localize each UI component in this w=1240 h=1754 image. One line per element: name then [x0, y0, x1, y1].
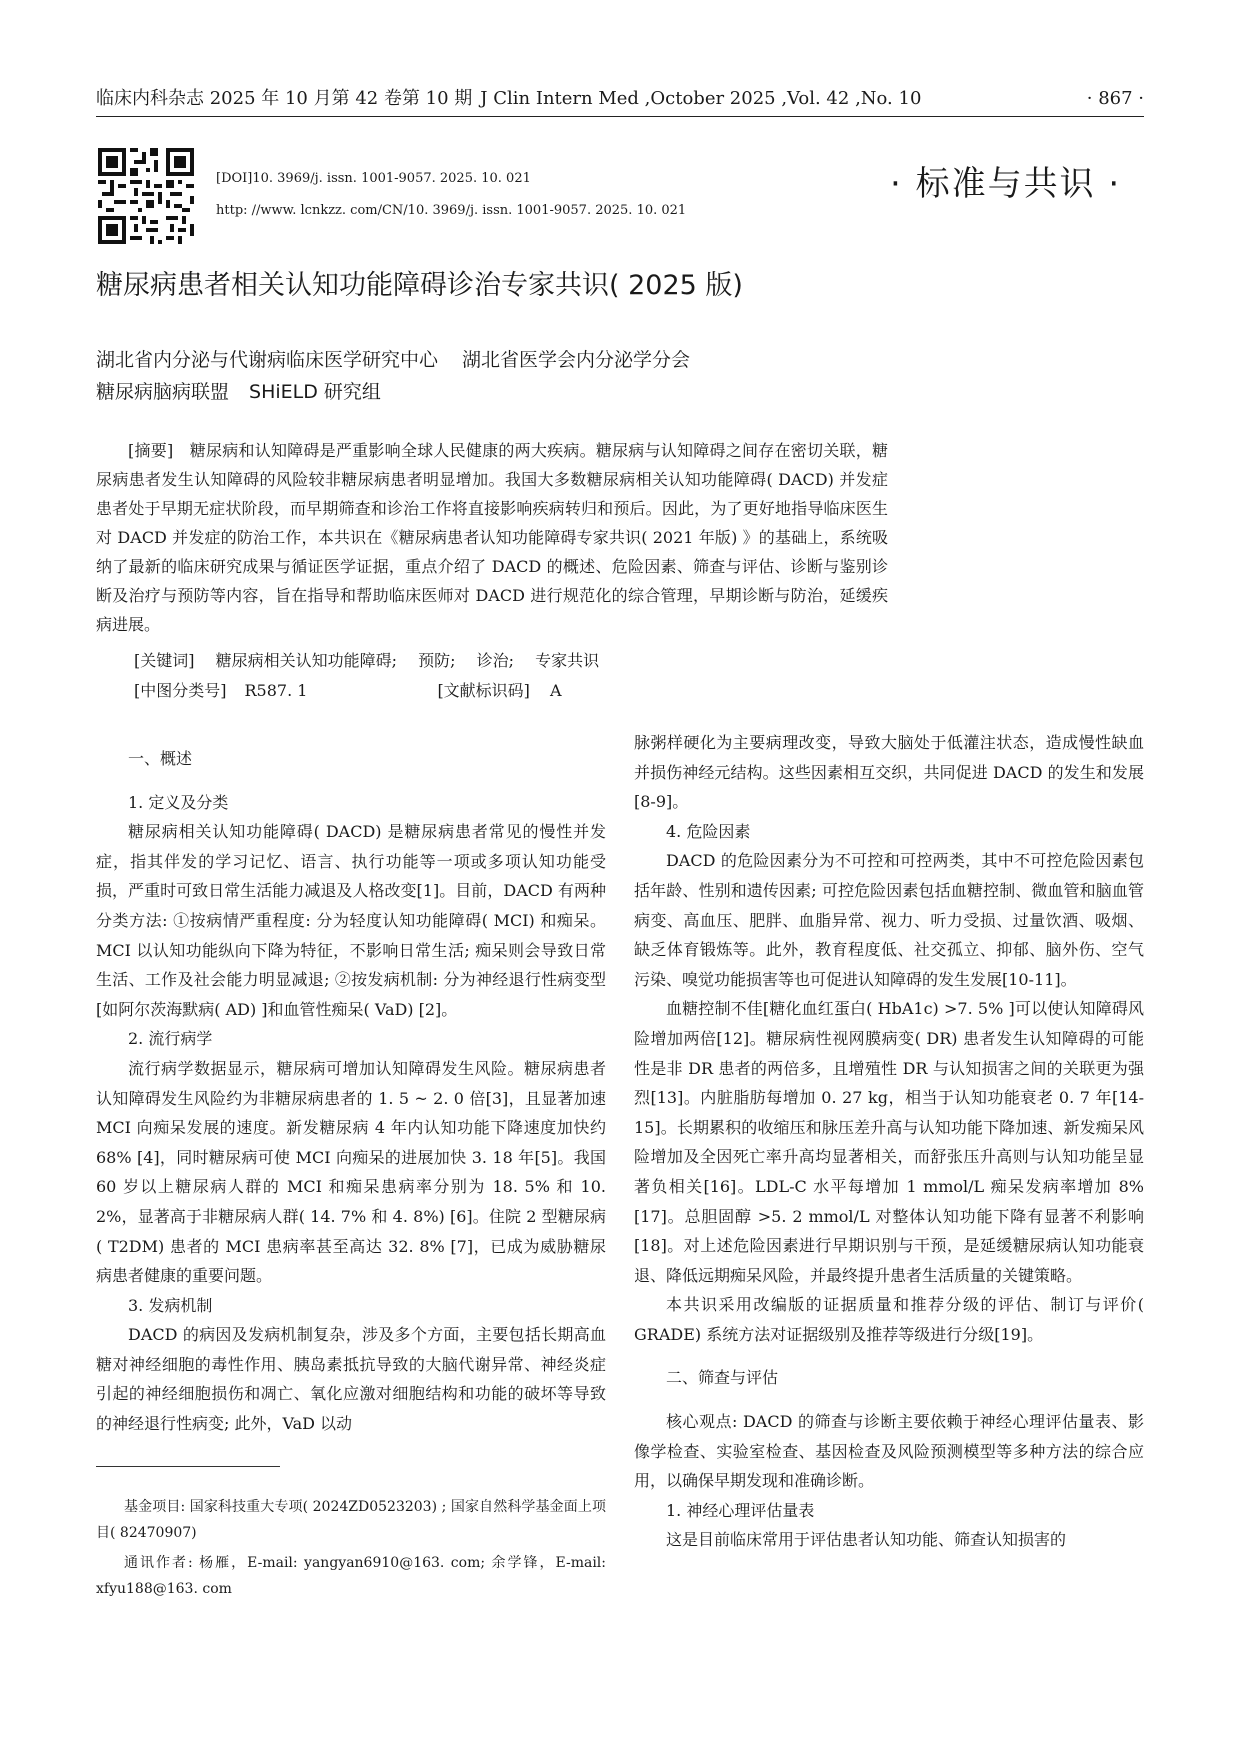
keyword: 专家共识: [535, 651, 600, 670]
section-heading: 一、概述: [128, 749, 193, 768]
article-url[interactable]: http: //www. lcnkzz. com/CN/10. 3969/j. issn. 1001-9057. 2025. 10. 021: [216, 203, 687, 218]
footnotes: [96, 1494, 606, 1606]
subsection-heading: 2. 流行病学: [128, 1029, 213, 1049]
paragraph: 这是目前临床常用于评估患者认知功能、筛查认知损害的: [666, 1530, 1067, 1550]
journal-name-cn: 临床内科杂志 2025 年 10 月第 42 卷第 10 期: [96, 88, 473, 109]
paragraph: 脉粥样硬化为主要病理改变，导致大脑处于低灌注状态，造成慢性缺血并损伤神经元结构。这些因素相互交织，共同促进 DACD 的发生和发展[8-9]。: [634, 733, 1144, 812]
qr-code-icon: [98, 148, 194, 244]
keyword: 预防;: [418, 651, 456, 670]
paragraph: 核心观点: DACD 的筛查与诊断主要依赖于神经心理评估量表、影像学检查、实验室检查、基因检查及风险预测模型等多种方法的综合应用，以确保早期发现和准确诊断。: [634, 1412, 1144, 1491]
author-affiliation: 湖北省医学会内分泌学分会: [462, 349, 691, 371]
subsection-heading: 4. 危险因素: [666, 821, 751, 841]
author-affiliation: 湖北省内分泌与代谢病临床医学研究中心: [96, 349, 439, 371]
paragraph: DACD 的危险因素分为不可控和可控两类，其中不可控危险因素包括年龄、性别和遗传因素; 可控危险因素包括血糖控制、微血管和脑血管病变、高血压、肥胖、血脂异常、视力、听力受损、过量饮酒、吸烟、缺乏体育锻炼等。此外，教育程度低、社交孤立、抑郁、脑外伤、空气污染、嗅觉功能损害等也可促进认知障碍的发生发展[10-11]。: [634, 851, 1144, 989]
author-affiliation: SHiELD 研究组: [249, 381, 381, 403]
footnote-divider: [96, 1466, 280, 1467]
journal-name-en: J Clin Intern Med ,October 2025 ,Vol. 42 ,No. 10: [480, 88, 922, 109]
keyword: 糖尿病相关认知功能障碍;: [215, 651, 397, 670]
doi[interactable]: [DOI]10. 3969/j. issn. 1001-9057. 2025. 10. 021: [216, 171, 531, 186]
subsection-heading: 1. 神经心理评估量表: [666, 1500, 815, 1520]
keywords-label: [关键词]: [134, 651, 195, 670]
abstract: [96, 436, 888, 639]
abstract-label: [摘要]: [128, 441, 174, 460]
paragraph: 血糖控制不佳[糖化血红蛋白( HbA1c) >7. 5% ]可以使认知障碍风险增加两倍[12]。糖尿病性视网膜病变( DR) 患者发生认知障碍的可能性是非 DR 患者的两倍多，且增殖性 DR 与认知损害之间的关联更为强烈[13]。内脏脂肪每增加 0. 27 kg，相当于认知功能衰老 0. 7 年[14-15]。长期累积的收缩压和脉压差升高与认知功能下降加速、新发痴呆风险增加及全因死亡率升高均显著相关，而舒张压升高则与认知功能呈显著负相关[16]。LDL-C 水平每增加 1 mmol/L 痴呆发病率增加 8% [17]。总胆固醇 >5. 2 mmol/L 对整体认知功能下降有显著不利影响[18]。对上述危险因素进行早期识别与干预，是延缓糖尿病认知功能衰退、降低远期痴呆风险，并最终提升患者生活质量的关键策略。: [634, 999, 1144, 1285]
subsection-heading: 3. 发病机制: [128, 1295, 213, 1315]
article-title: 糖尿病患者相关认知功能障碍诊治专家共识( 2025 版): [96, 270, 743, 301]
right-column: [634, 728, 1144, 1555]
funding-note: 基金项目: 国家科技重大专项( 2024ZD0523203) ; 国家自然科学基金面上项目( 82470907): [96, 1499, 606, 1541]
clc-label: [中图分类号]: [134, 681, 227, 700]
journal-citation: [96, 86, 921, 112]
section-tag: · 标准与共识 ·: [890, 164, 1122, 204]
keywords: [134, 646, 599, 675]
left-column: [96, 730, 606, 1439]
running-header: [96, 86, 1144, 117]
paragraph: 糖尿病相关认知功能障碍( DACD) 是糖尿病患者常见的慢性并发症，指其伴发的学习记忆、语言、执行功能等一项或多项认知功能受损，严重时可致日常生活能力减退及人格改变[1]。目前，DACD 有两种分类方法: ①按病情严重程度: 分为轻度认知功能障碍( MCI) 和痴呆。MCI 以认知功能纵向下降为特征，不影响日常生活; 痴呆则会导致日常生活、工作及社会能力明显减退; ②按发病机制: 分为神经退行性病变型[如阿尔茨海默病( AD) ]和血管性痴呆( VaD) [2]。: [96, 822, 606, 1019]
keyword: 诊治;: [476, 651, 514, 670]
author-affiliation: 糖尿病脑病联盟: [96, 381, 230, 403]
paragraph: 流行病学数据显示，糖尿病可增加认知障碍发生风险。糖尿病患者认知障碍发生风险约为非糖尿病患者的 1. 5 ~ 2. 0 倍[3]，且显著加速 MCI 向痴呆发展的速度。新发糖尿病 4 年内认知功能下降速度加快约 68% [4]，同时糖尿病可使 MCI 向痴呆的进展加快 3. 18 年[5]。我国 60 岁以上糖尿病人群的 MCI 和痴呆患病率分别为 18. 5% 和 10. 2%，显著高于非糖尿病人群( 14. 7% 和 4. 8%) [6]。住院 2 型糖尿病( T2DM) 患者的 MCI 患病率甚至高达 32. 8% [7]，已成为威胁糖尿病患者健康的重要问题。: [96, 1058, 606, 1286]
clc-value: R587. 1: [244, 681, 308, 700]
corresponding-author-note: 通讯作者: 杨雁，E-mail: yangyan6910@163. com; 余学锋，E-mail: xfyu188@163. com: [96, 1555, 606, 1597]
doc-code-label: [文献标识码]: [437, 681, 530, 700]
subsection-heading: 1. 定义及分类: [128, 792, 229, 812]
abstract-text: 糖尿病和认知障碍是严重影响全球人民健康的两大疾病。糖尿病与认知障碍之间存在密切关联，糖尿病患者发生认知障碍的风险较非糖尿病患者明显增加。我国大多数糖尿病相关认知功能障碍( DACD) 并发症患者处于早期无症状阶段，而早期筛查和诊治工作将直接影响疾病转归和预后。因此，为了更好地指导临床医生对 DACD 并发症的防治工作，本共识在《糖尿病患者认知功能障碍专家共识( 2021 年版) 》的基础上，系统吸纳了最新的临床研究成果与循证医学证据，重点介绍了 DACD 的概述、危险因素、筛查与评估、诊断与鉴别诊断及治疗与预防等内容，旨在指导和帮助临床医师对 DACD 进行规范化的综合管理，早期诊断与防治，延缓疾病进展。: [96, 441, 888, 634]
page-number: · 867 ·: [1086, 88, 1144, 109]
section-heading: 二、筛查与评估: [666, 1368, 779, 1388]
paragraph: DACD 的病因及发病机制复杂，涉及多个方面，主要包括长期高血糖对神经细胞的毒性作用、胰岛素抵抗导致的大脑代谢异常、神经炎症引起的神经细胞损伤和凋亡、氧化应激对细胞结构和功能的破坏等导致的神经退行性病变; 此外，VaD 以动: [96, 1325, 606, 1434]
author-line-2: [96, 378, 381, 406]
classification: [134, 676, 562, 705]
doc-code-value: A: [549, 681, 562, 700]
author-line-1: [96, 346, 690, 374]
paragraph: 本共识采用改编版的证据质量和推荐分级的评估、制订与评价( GRADE) 系统方法对证据级别及推荐等级进行分级[19]。: [634, 1295, 1144, 1344]
